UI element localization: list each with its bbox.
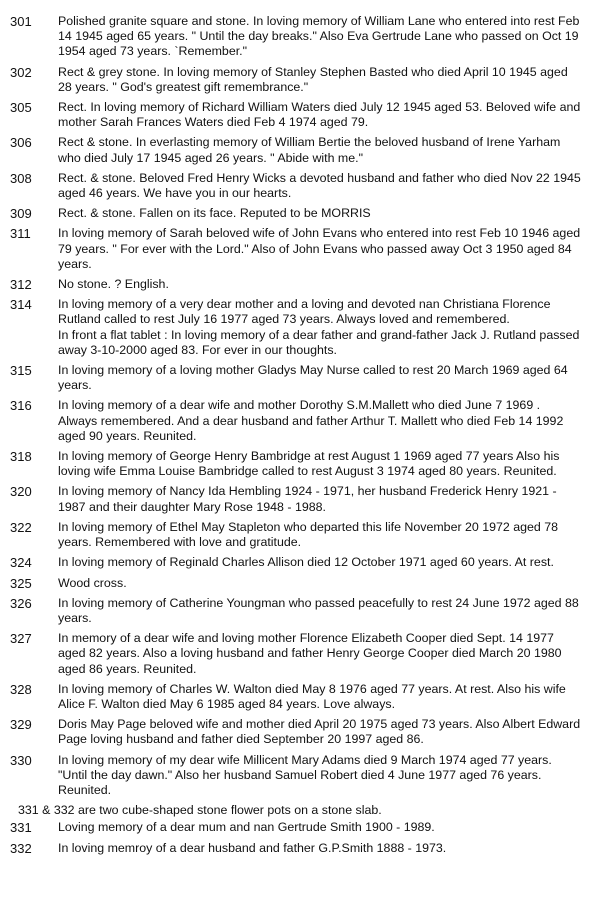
grave-number: 320 <box>10 484 32 500</box>
grave-number: 331 <box>10 820 32 836</box>
inscription-text <box>58 449 588 479</box>
grave-entry <box>0 555 597 570</box>
grave-entry <box>0 596 597 626</box>
grave-number: 308 <box>10 170 32 186</box>
grave-number: 305 <box>10 100 32 116</box>
grave-entry <box>0 576 597 591</box>
inscription-text <box>58 820 588 835</box>
inscription-text <box>58 277 588 292</box>
inscription-paragraph: In loving memory of Reginald Charles Allison died 12 October 1971 aged 60 years. At rest. <box>58 555 554 570</box>
grave-entry <box>0 398 597 444</box>
grave-entry <box>0 484 597 514</box>
grave-number: 316 <box>10 398 32 414</box>
inscription-text <box>58 841 588 856</box>
grave-entry <box>0 520 597 550</box>
inscription-paragraph: In loving memory of my dear wife Millicent Mary Adams died 9 March 1974 aged 77 years. "Until the day dawn." Also her husband Samuel Robert died 4 June 1977 aged 76 years. Reunited. <box>58 752 552 797</box>
inscription-paragraph: Polished granite square and stone. In loving memory of William Lane who entered into rest Feb 14 1945 aged 65 years. " Until the day breaks." Also Eva Gertrude Lane who passed on Oct 19 1954 aged 73 years. `Remember." <box>58 14 580 59</box>
grave-number: 309 <box>10 206 32 222</box>
grave-number: 327 <box>10 631 32 647</box>
inscription-paragraph: Wood cross. <box>58 575 127 590</box>
inscription-paragraph: In loving memory of Catherine Youngman who passed peacefully to rest 24 June 1972 aged 88 years. <box>58 595 579 625</box>
grave-number: 306 <box>10 135 32 151</box>
inscription-paragraph: In loving memory of Charles W. Walton died May 8 1976 aged 77 years. At rest. Also his wife Alice F. Walton died May 6 1985 aged 84 years. Love always. <box>58 681 566 711</box>
inscription-paragraph: Rect & grey stone. In loving memory of Stanley Stephen Basted who died April 10 1945 aged 28 years. " God's greatest gift remembrance." <box>58 64 568 94</box>
grave-number: 302 <box>10 64 32 80</box>
inscription-text <box>58 576 588 591</box>
inscription-text <box>58 520 588 550</box>
inscription-text <box>58 135 588 165</box>
grave-number: 328 <box>10 681 32 697</box>
inscription-text <box>58 206 588 221</box>
grave-entry <box>0 100 597 130</box>
grave-number: 329 <box>10 717 32 733</box>
inscription-text <box>58 555 588 570</box>
tail-entry-list <box>0 820 597 855</box>
inscription-paragraph: Loving memory of a dear mum and nan Gertrude Smith 1900 - 1989. <box>58 820 435 835</box>
grave-number: 312 <box>10 277 32 293</box>
grave-number: 332 <box>10 840 32 856</box>
inscription-paragraph: In memory of a dear wife and loving mother Florence Elizabeth Cooper died Sept. 14 1977 aged 82 years. Also a loving husband and father Henry George Cooper died March 20 1980 aged 86 years. Reunited. <box>58 631 562 676</box>
inscription-paragraph: In loving memory of Ethel May Stapleton who departed this life November 20 1972 aged 78 years. Remembered with love and gratitude. <box>58 519 559 550</box>
inscription-text <box>58 484 588 514</box>
inscription-paragraph: No stone. ? English. <box>58 277 169 292</box>
grave-entry <box>0 277 597 292</box>
grave-entry <box>0 297 597 358</box>
inscription-paragraph: Rect & stone. In everlasting memory of William Bertie the beloved husband of Irene Yarham who died July 17 1945 aged 26 years. " Abide with me." <box>58 135 561 165</box>
grave-entry <box>0 206 597 221</box>
inscription-paragraph: In loving memory of a very dear mother and a loving and devoted nan Christiana Florence Rutland called to rest July 16 1977 aged 73 years. Always loved and remembered. <box>58 297 551 327</box>
inscription-text <box>58 171 588 201</box>
grave-number: 301 <box>10 14 32 29</box>
grave-number: 318 <box>10 449 32 465</box>
inscription-paragraph: In front a flat tablet : In loving memory of a dear father and grand-father Jack J. Rutland passed away 3-10-2000 aged 83. For ever in our thoughts. <box>58 327 580 357</box>
inscription-text <box>58 682 588 712</box>
grave-entry <box>0 717 597 747</box>
grave-entry <box>0 820 597 835</box>
grave-entry <box>0 841 597 856</box>
grave-number: 314 <box>10 297 32 313</box>
grave-number: 326 <box>10 595 32 611</box>
inscription-text <box>58 717 588 747</box>
grave-number: 330 <box>10 752 32 768</box>
flower-pot-note: 331 & 332 are two cube-shaped stone flower pots on a stone slab. <box>18 803 382 818</box>
inscription-paragraph: In loving memory of a dear wife and mother Dorothy S.M.Mallett who died June 7 1969 . Always remembered. And a dear husband and father Arthur T. Mallett who died Feb 14 1992 aged 90 years. Reunited. <box>58 398 564 443</box>
inscription-paragraph: In loving memory of Sarah beloved wife of John Evans who entered into rest Feb 10 1946 aged 79 years. " For ever with the Lord." Also of John Evans who passed away Oct 3 1950 aged 84 years. <box>58 226 581 271</box>
inscription-paragraph: In loving memory of George Henry Bambridge at rest August 1 1969 aged 77 years Also his loving wife Emma Louise Bambridge called to rest August 3 1974 aged 80 years. Reunited. <box>58 449 560 479</box>
grave-entry <box>0 14 597 60</box>
inscription-paragraph: In loving memroy of a dear husband and father G.P.Smith 1888 - 1973. <box>58 840 447 855</box>
entry-list <box>0 14 597 798</box>
grave-entry <box>0 171 597 201</box>
inscription-text <box>58 631 588 677</box>
grave-entry <box>0 135 597 165</box>
transcription-page <box>0 14 597 861</box>
grave-entry <box>0 631 597 677</box>
inscription-text <box>58 226 588 272</box>
inscription-text <box>58 14 588 60</box>
grave-entry <box>0 226 597 272</box>
inscription-paragraph: Rect. In loving memory of Richard William Waters died July 12 1945 aged 53. Beloved wife and mother Sarah Frances Waters died Feb 4 1974 aged 79. <box>58 100 581 130</box>
grave-number: 325 <box>10 575 32 591</box>
inscription-text <box>58 398 588 444</box>
grave-entry <box>0 753 597 799</box>
grave-number: 324 <box>10 555 32 571</box>
inscription-text <box>58 297 588 358</box>
inscription-paragraph: In loving memory of a loving mother Gladys May Nurse called to rest 20 March 1969 aged 64 years. <box>58 363 568 393</box>
inscription-paragraph: Rect. & stone. Beloved Fred Henry Wicks a devoted husband and father who died Nov 22 1945 aged 46 years. We have you in our hearts. <box>58 170 581 201</box>
inscription-text <box>58 65 588 95</box>
grave-entry <box>0 449 597 479</box>
grave-number: 315 <box>10 363 32 379</box>
grave-entry <box>0 363 597 393</box>
grave-number: 322 <box>10 519 32 535</box>
inscription-paragraph: Rect. & stone. Fallen on its face. Reputed to be MORRIS <box>58 206 371 221</box>
grave-number: 311 <box>10 226 31 242</box>
inscription-text <box>58 596 588 626</box>
inscription-text <box>58 363 588 393</box>
grave-entry <box>0 682 597 712</box>
inscription-text <box>58 753 588 799</box>
grave-entry <box>0 65 597 95</box>
inscription-paragraph: In loving memory of Nancy Ida Hembling 1924 - 1971, her husband Frederick Henry 1921 - 1987 and their daughter Mary Rose 1948 - 1988. <box>58 484 557 514</box>
inscription-text <box>58 100 588 130</box>
inscription-paragraph: Doris May Page beloved wife and mother died April 20 1975 aged 73 years. Also Albert Edward Page loving husband and father died September 20 1997 aged 86. <box>58 717 581 747</box>
